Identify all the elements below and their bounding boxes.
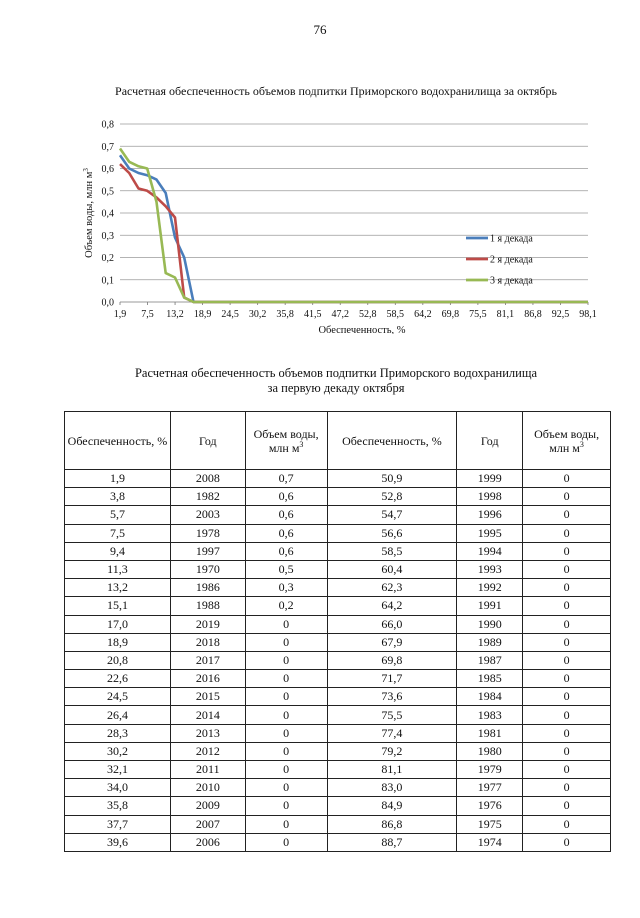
legend-label-1: 1 я декада <box>490 233 533 245</box>
y-axis-title-text: Объем воды, млн м <box>84 171 95 258</box>
y-tick-label: 0,2 <box>101 253 114 264</box>
x-tick-label: 18,9 <box>193 309 212 320</box>
table-cell: 30,2 <box>65 742 171 760</box>
table-row <box>65 779 611 797</box>
table-cell: 0 <box>523 797 611 815</box>
table-cell: 60,4 <box>327 560 457 578</box>
table-cell: 69,8 <box>327 651 457 669</box>
y-tick-label: 0,0 <box>101 297 114 309</box>
y-tick-label: 0,3 <box>101 230 114 242</box>
probability-table <box>64 411 611 852</box>
legend-label-2: 2 я декада <box>490 254 533 266</box>
table-cell: 1,9 <box>65 470 171 488</box>
table-cell: 0 <box>523 833 611 851</box>
x-tick-label: 24,5 <box>221 309 239 320</box>
table-cell: 2003 <box>170 506 245 524</box>
table-cell: 2012 <box>170 742 245 760</box>
table-cell: 34,0 <box>65 779 171 797</box>
table-cell: 0 <box>245 724 327 742</box>
header-volume-1 <box>245 412 327 470</box>
x-tick-label: 41,5 <box>303 309 322 320</box>
table-cell: 0 <box>245 833 327 851</box>
table-cell: 1970 <box>170 560 245 578</box>
table-cell: 22,6 <box>65 670 171 688</box>
header-year-2: Год <box>457 412 523 470</box>
table-cell: 1990 <box>457 615 523 633</box>
table-cell: 56,6 <box>327 524 457 542</box>
x-tick-label: 30,2 <box>248 309 267 320</box>
table-cell: 1993 <box>457 560 523 578</box>
table-cell: 28,3 <box>65 724 171 742</box>
table-cell: 7,5 <box>65 524 171 542</box>
table-cell: 0 <box>523 560 611 578</box>
table-cell: 0 <box>245 742 327 760</box>
table-cell: 0 <box>245 815 327 833</box>
table-cell: 37,7 <box>65 815 171 833</box>
table-cell: 5,7 <box>65 506 171 524</box>
table-cell: 2016 <box>170 670 245 688</box>
table-cell: 2017 <box>170 651 245 669</box>
table-cell: 67,9 <box>327 633 457 651</box>
header-volume-2-label: Объем воды, млн м <box>534 426 600 455</box>
table-cell: 64,2 <box>327 597 457 615</box>
table-cell: 20,8 <box>65 651 171 669</box>
table-row <box>65 724 611 742</box>
table-cell: 0 <box>523 761 611 779</box>
supply-probability-chart <box>78 112 598 334</box>
table-cell: 0 <box>523 670 611 688</box>
page-number: 76 <box>313 22 327 37</box>
table-cell: 0,2 <box>245 597 327 615</box>
x-tick-label: 35,8 <box>276 309 294 320</box>
table-row <box>65 670 611 688</box>
x-tick-label: 7,5 <box>141 309 154 320</box>
table-cell: 1987 <box>457 651 523 669</box>
table-cell: 1991 <box>457 597 523 615</box>
table-cell: 0,6 <box>245 488 327 506</box>
table-cell: 66,0 <box>327 615 457 633</box>
table-cell: 0 <box>523 597 611 615</box>
table-cell: 0 <box>523 688 611 706</box>
table-cell: 0,5 <box>245 560 327 578</box>
table-cell: 1981 <box>457 724 523 742</box>
table-cell: 1998 <box>457 488 523 506</box>
table-cell: 0 <box>245 651 327 669</box>
x-tick-label: 1,9 <box>113 309 127 320</box>
header-probability-2: Обеспеченность, % <box>327 412 457 470</box>
y-tick-label: 0,5 <box>101 186 114 198</box>
table-cell: 73,6 <box>327 688 457 706</box>
table-cell: 50,9 <box>327 470 457 488</box>
x-tick-label: 75,5 <box>469 309 487 320</box>
x-tick-label: 86,8 <box>524 309 542 320</box>
table-cell: 58,5 <box>327 542 457 560</box>
x-tick-label: 64,2 <box>414 309 432 320</box>
table-cell: 1992 <box>457 579 523 597</box>
table-cell: 52,8 <box>327 488 457 506</box>
table-cell: 26,4 <box>65 706 171 724</box>
table-cell: 0 <box>245 779 327 797</box>
table-row <box>65 706 611 724</box>
table-cell: 1988 <box>170 597 245 615</box>
table-cell: 1999 <box>457 470 523 488</box>
table-row <box>65 742 611 760</box>
table-cell: 2008 <box>170 470 245 488</box>
table-cell: 2011 <box>170 761 245 779</box>
table-cell: 1978 <box>170 524 245 542</box>
table-cell: 1996 <box>457 506 523 524</box>
table-row <box>65 597 611 615</box>
table-cell: 0,6 <box>245 542 327 560</box>
table-cell: 3,8 <box>65 488 171 506</box>
table-cell: 0 <box>523 742 611 760</box>
table-row <box>65 470 611 488</box>
table-cell: 1995 <box>457 524 523 542</box>
table-row <box>65 651 611 669</box>
table-row <box>65 524 611 542</box>
table-row <box>65 615 611 633</box>
table-cell: 83,0 <box>327 779 457 797</box>
table-body <box>65 470 611 852</box>
table-cell: 1977 <box>457 779 523 797</box>
header-volume-1-sup: 3 <box>299 439 304 449</box>
x-axis-title: Обеспеченность, % <box>318 325 406 334</box>
table-cell: 0 <box>245 688 327 706</box>
table-title-line-1: Расчетная обеспеченность объемов подпитки Приморского водохранилища <box>134 366 538 380</box>
table-cell: 0 <box>523 815 611 833</box>
y-tick-label: 0,7 <box>101 141 114 153</box>
table-cell: 35,8 <box>65 797 171 815</box>
table-cell: 39,6 <box>65 833 171 851</box>
table-cell: 0,3 <box>245 579 327 597</box>
table-row <box>65 633 611 651</box>
table-cell: 1980 <box>457 742 523 760</box>
header-year-1: Год <box>170 412 245 470</box>
table-cell: 0 <box>523 615 611 633</box>
table-cell: 2010 <box>170 779 245 797</box>
header-volume-2-sup: 3 <box>579 439 584 449</box>
table-row <box>65 797 611 815</box>
x-tick-label: 13,2 <box>166 309 184 320</box>
table-cell: 0 <box>523 579 611 597</box>
table-cell: 1983 <box>457 706 523 724</box>
table-cell: 2015 <box>170 688 245 706</box>
y-axis-title-sup: 3 <box>82 168 90 172</box>
table-cell: 2019 <box>170 615 245 633</box>
table-cell: 88,7 <box>327 833 457 851</box>
table-row <box>65 761 611 779</box>
table-cell: 17,0 <box>65 615 171 633</box>
table-cell: 1984 <box>457 688 523 706</box>
table-row <box>65 579 611 597</box>
table-cell: 1974 <box>457 833 523 851</box>
y-tick-label: 0,4 <box>101 208 114 220</box>
y-tick-label: 0,1 <box>101 275 114 287</box>
table-cell: 0,7 <box>245 470 327 488</box>
table-cell: 0 <box>245 633 327 651</box>
table-cell: 2007 <box>170 815 245 833</box>
table-row <box>65 833 611 851</box>
table-cell: 0 <box>245 706 327 724</box>
table-cell: 75,5 <box>327 706 457 724</box>
table-row <box>65 488 611 506</box>
table-cell: 9,4 <box>65 542 171 560</box>
table-cell: 32,1 <box>65 761 171 779</box>
table-cell: 1985 <box>457 670 523 688</box>
y-tick-label: 0,8 <box>101 119 114 131</box>
table-cell: 0 <box>523 651 611 669</box>
table-cell: 11,3 <box>65 560 171 578</box>
table-row <box>65 688 611 706</box>
table-cell: 0 <box>523 470 611 488</box>
x-tick-label: 52,8 <box>359 309 377 320</box>
table-cell: 1979 <box>457 761 523 779</box>
table-cell: 15,1 <box>65 597 171 615</box>
table-cell: 0 <box>245 615 327 633</box>
table-cell: 1975 <box>457 815 523 833</box>
table-row <box>65 542 611 560</box>
table-title-line-2: за первую декаду октября <box>267 381 405 395</box>
table-cell: 0,6 <box>245 524 327 542</box>
table-cell: 79,2 <box>327 742 457 760</box>
table-cell: 62,3 <box>327 579 457 597</box>
legend-label-3: 3 я декада <box>490 275 533 287</box>
table-cell: 13,2 <box>65 579 171 597</box>
table-cell: 0 <box>245 670 327 688</box>
table-cell: 1997 <box>170 542 245 560</box>
header-volume-2 <box>523 412 611 470</box>
table-cell: 54,7 <box>327 506 457 524</box>
x-tick-label: 47,2 <box>331 309 349 320</box>
table-cell: 0 <box>523 724 611 742</box>
x-tick-label: 69,8 <box>441 309 460 320</box>
table-cell: 1982 <box>170 488 245 506</box>
table-cell: 0 <box>523 524 611 542</box>
table-cell: 1976 <box>457 797 523 815</box>
table-cell: 0 <box>245 761 327 779</box>
table-row <box>65 815 611 833</box>
x-tick-label: 81,1 <box>496 309 515 320</box>
table-cell: 18,9 <box>65 633 171 651</box>
table-cell: 77,4 <box>327 724 457 742</box>
table-cell: 71,7 <box>327 670 457 688</box>
y-axis-title <box>82 168 95 258</box>
table-title <box>0 366 640 396</box>
header-probability-1: Обеспеченность, % <box>65 412 171 470</box>
table-cell: 2014 <box>170 706 245 724</box>
table-cell: 0 <box>523 706 611 724</box>
table-header-row <box>65 412 611 470</box>
table-cell: 2018 <box>170 633 245 651</box>
table-cell: 0 <box>523 488 611 506</box>
chart-title: Расчетная обеспеченность объемов подпитки Приморского водохранилища за октябрь <box>115 84 557 98</box>
table-row <box>65 506 611 524</box>
table-cell: 2006 <box>170 833 245 851</box>
table-cell: 2009 <box>170 797 245 815</box>
table-cell: 0 <box>245 797 327 815</box>
table-cell: 81,1 <box>327 761 457 779</box>
table-cell: 1989 <box>457 633 523 651</box>
header-volume-1-label: Объем воды, млн м <box>253 426 319 455</box>
y-tick-label: 0,6 <box>101 164 114 175</box>
table-cell: 1994 <box>457 542 523 560</box>
table-cell: 84,9 <box>327 797 457 815</box>
table-cell: 0 <box>523 779 611 797</box>
table-cell: 0,6 <box>245 506 327 524</box>
x-tick-label: 92,5 <box>551 309 570 320</box>
table-cell: 24,5 <box>65 688 171 706</box>
table-cell: 0 <box>523 506 611 524</box>
table-cell: 0 <box>523 542 611 560</box>
x-tick-label: 58,5 <box>386 309 405 320</box>
table-cell: 0 <box>523 633 611 651</box>
table-cell: 1986 <box>170 579 245 597</box>
table-cell: 86,8 <box>327 815 457 833</box>
table-cell: 2013 <box>170 724 245 742</box>
x-tick-label: 98,1 <box>579 309 597 320</box>
table-row <box>65 560 611 578</box>
